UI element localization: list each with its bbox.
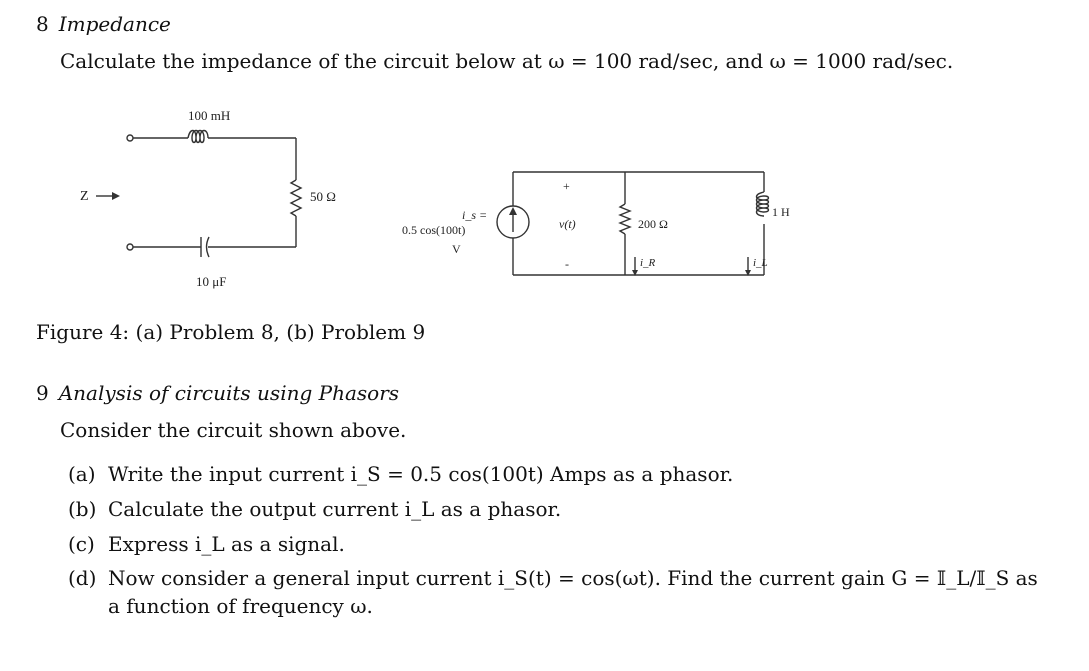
resistor-b-label: 200 Ω — [638, 217, 668, 231]
current-source-arrow-head — [509, 207, 517, 215]
item-label: (c) — [68, 532, 95, 556]
section-8-title: Impedance — [58, 12, 171, 36]
item-text: Write the input current i_S = 0.5 cos(100t) Amps as a phasor. — [108, 462, 734, 486]
section-8-text — [60, 49, 953, 73]
item-label: (a) — [68, 462, 96, 486]
section-9-heading — [36, 381, 399, 405]
resistor-b-zigzag — [620, 204, 630, 234]
source-label-3: V — [452, 242, 461, 256]
resistor-a-label: 50 Ω — [310, 189, 336, 204]
inductor-b-coil — [757, 192, 769, 216]
item-label: (d) — [68, 566, 97, 590]
question-item — [68, 497, 561, 521]
item-text: Now consider a general input current i_S(t) = cos(ωt). Find the current gain G = 𝕀_L/𝕀_S as — [108, 566, 1038, 590]
item-label: (b) — [68, 497, 97, 521]
figure-caption: Figure 4: (a) Problem 8, (b) Problem 9 — [36, 320, 426, 344]
section-8-omega-1: ω = 100 rad/sec, — [548, 49, 720, 73]
item-text: Express i_L as a signal. — [108, 532, 345, 556]
section-9-number: 9 — [36, 381, 49, 405]
question-item-continuation — [68, 594, 373, 618]
resistor-a-zigzag — [291, 180, 301, 216]
voltage-label: v(t) — [559, 217, 576, 231]
section-8-number: 8 — [36, 12, 49, 36]
section-8-text-start: Calculate the impedance of the circuit below at — [60, 49, 549, 73]
z-arrow-head — [112, 192, 120, 200]
minus-sign: - — [565, 257, 569, 271]
ir-label: i_R — [640, 257, 656, 269]
source-label-1: i_s = — [462, 208, 488, 222]
figure-4-svg — [60, 100, 820, 300]
question-item — [68, 462, 733, 486]
plus-sign: + — [563, 179, 570, 193]
item-text: Calculate the output current i_L as a phasor. — [108, 497, 562, 521]
il-label: i_L — [753, 257, 768, 269]
terminal-top — [127, 135, 133, 141]
question-item — [68, 566, 1038, 590]
section-8-omega-2: ω = 1000 rad/sec. — [769, 49, 954, 73]
source-label-2: 0.5 cos(100t) — [402, 223, 466, 237]
section-8-heading — [36, 12, 171, 36]
inductor-b-label: 1 H — [772, 205, 790, 219]
z-label: Z — [80, 189, 89, 204]
figure-4 — [60, 100, 820, 300]
item-text: a function of frequency ω. — [108, 594, 373, 618]
capacitor-a-label: 10 μF — [196, 274, 227, 289]
section-8-and: and — [719, 49, 770, 73]
section-9-title: Analysis of circuits using Phasors — [58, 381, 400, 405]
terminal-bottom — [127, 244, 133, 250]
inductor-a-label: 100 mH — [188, 108, 231, 123]
question-item — [68, 532, 345, 556]
section-9-intro: Consider the circuit shown above. — [60, 418, 407, 442]
inductor-a-coil — [188, 131, 208, 143]
